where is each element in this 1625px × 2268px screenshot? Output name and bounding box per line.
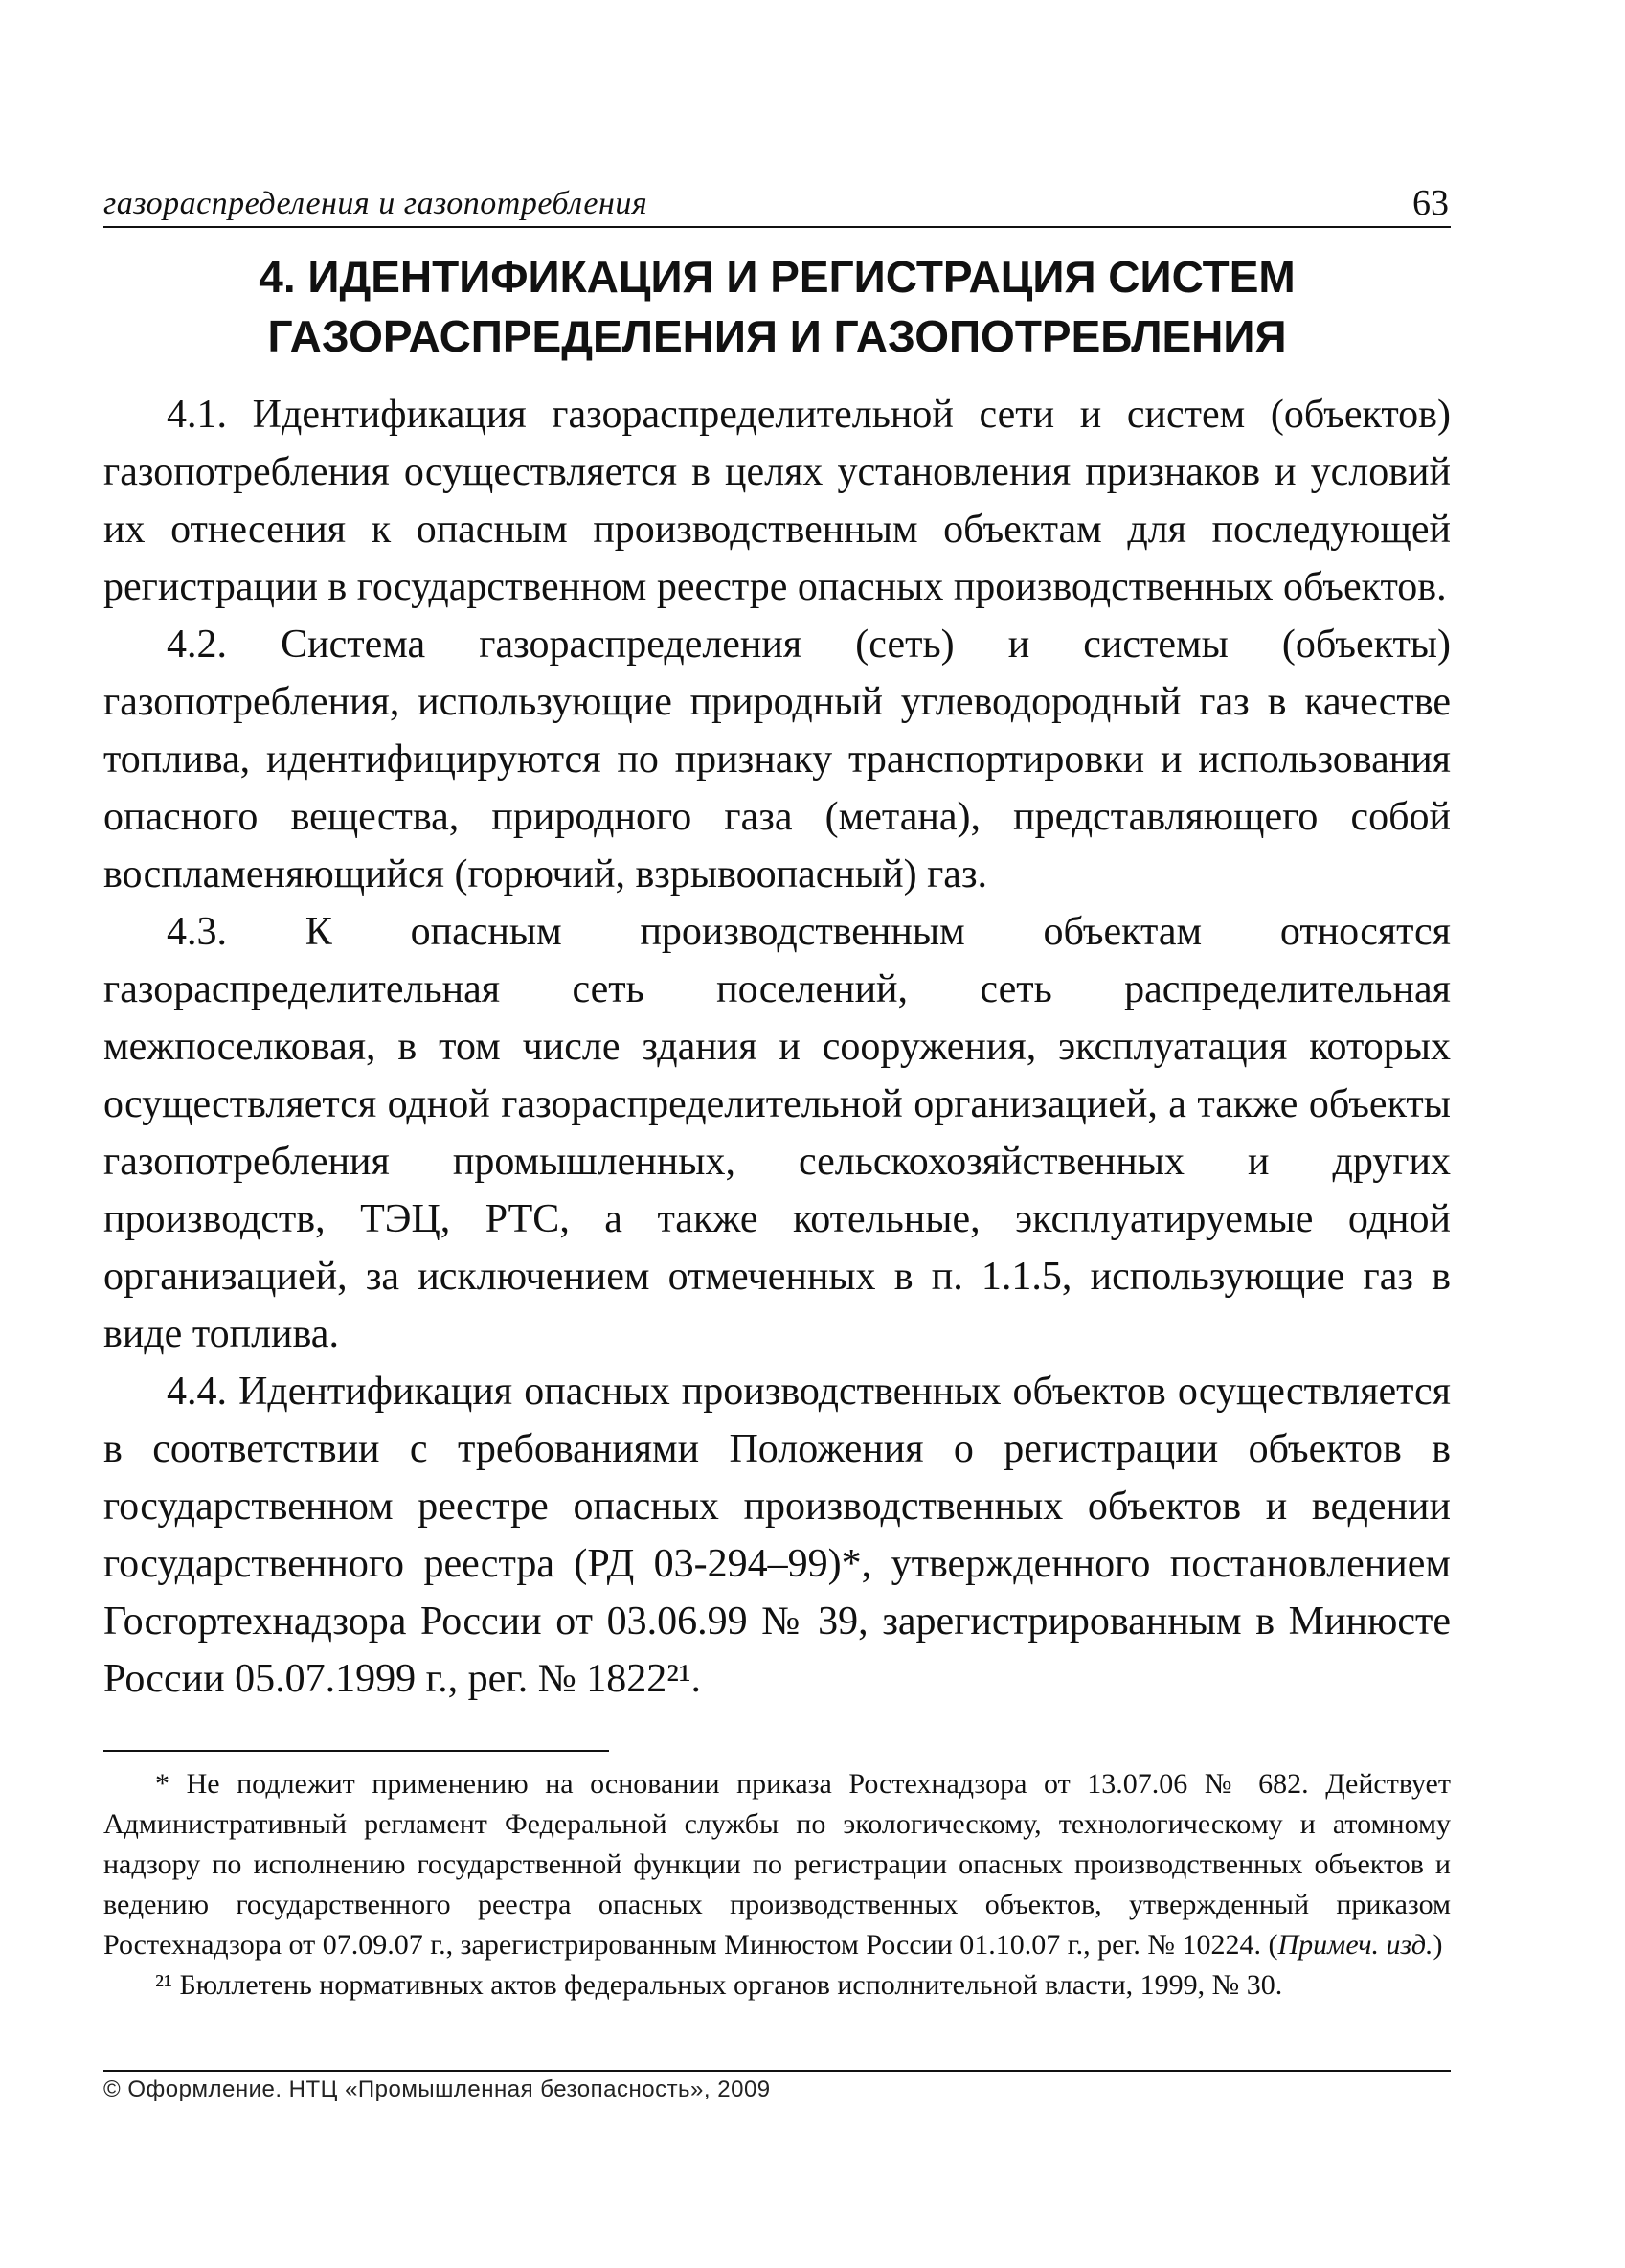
paragraph-4-2: 4.2. Система газораспределения (сеть) и системы (объекты) газопотребления, использующие природный углеводородный газ в качестве топлива, идентифицируются по признаку транспортировки и использования опасного вещества, природного газа (метана), представляющего собой воспламеняющийся (горючий, взрывоопасный) газ. <box>103 623 1451 896</box>
footnote-21: ²¹ Бюллетень нормативных актов федеральных органов исполнительной власти, 1999, № 30. <box>155 1969 1283 2001</box>
paragraph-4-3: 4.3. К опасным производственным объектам относятся газораспределительная сеть поселений, сеть распределительная межпоселковая, в том числе здания и сооружения, эксплуатация которых осуществляется одной газораспределительной организацией, а также объекты газопотребления промышленных, сельскохозяйственных и других производств, ТЭЦ, РТС, а также котельные, эксплуатируемые одной организацией, за исключением отмеченных в п. 1.1.5, использующие газ в виде топлива. <box>103 910 1451 1356</box>
footnote-editor-note: Примеч. изд. <box>1277 1929 1433 1961</box>
page-number: 63 <box>1412 183 1449 223</box>
footnote-star-close: ) <box>1433 1929 1443 1961</box>
chapter-heading <box>103 247 1451 366</box>
running-title: газораспределения и газопотребления <box>103 186 648 221</box>
footnote-star-text: * Не подлежит применению на основании приказа Ростехнадзора от 13.07.06 № 682. Действует Административный регламент Федеральной службы по экологическому, технологическому и атомному надзору по исполнению государственной функции по регистрации опасных производственных объектов и ведению государственного реестра опасных производственных объектов, утвержденный приказом Ростехнадзора от 07.09.07 г., зарегистрированным Минюстом России 01.10.07 г., рег. № 10224. ( <box>103 1768 1451 1961</box>
chapter-title-line-2: ГАЗОРАСПРЕДЕЛЕНИЯ И ГАЗОПОТРЕБЛЕНИЯ <box>267 311 1287 361</box>
footnote-separator <box>103 1750 609 1752</box>
bottom-rule <box>103 2070 1451 2072</box>
paragraph-4-1: 4.1. Идентификация газораспределительной сети и систем (объектов) газопотребления осуществляется в целях установления признаков и условий их отнесения к опасным производственным объектам для последующей регистрации в государственном реестре опасных производственных объектов. <box>103 393 1451 609</box>
colophon: © Оформление. НТЦ «Промышленная безопасность», 2009 <box>103 2076 771 2102</box>
chapter-title-line-1: 4. ИДЕНТИФИКАЦИЯ И РЕГИСТРАЦИЯ СИСТЕМ <box>259 252 1296 302</box>
body-text <box>103 386 1451 1708</box>
footnotes <box>103 1764 1451 2006</box>
paragraph-4-4: 4.4. Идентификация опасных производственных объектов осуществляется в соответствии с требованиями Положения о регистрации объектов в государственном реестре опасных производственных объектов и ведении государственного реестра (РД 03-294–99)*, утвержденного постановлением Госгортехнадзора России от 03.06.99 № 39, зарегистрированным в Минюсте России 05.07.1999 г., рег. № 1822²¹. <box>103 1370 1451 1701</box>
footnote-star <box>103 1764 1451 1965</box>
running-header <box>103 178 1451 228</box>
